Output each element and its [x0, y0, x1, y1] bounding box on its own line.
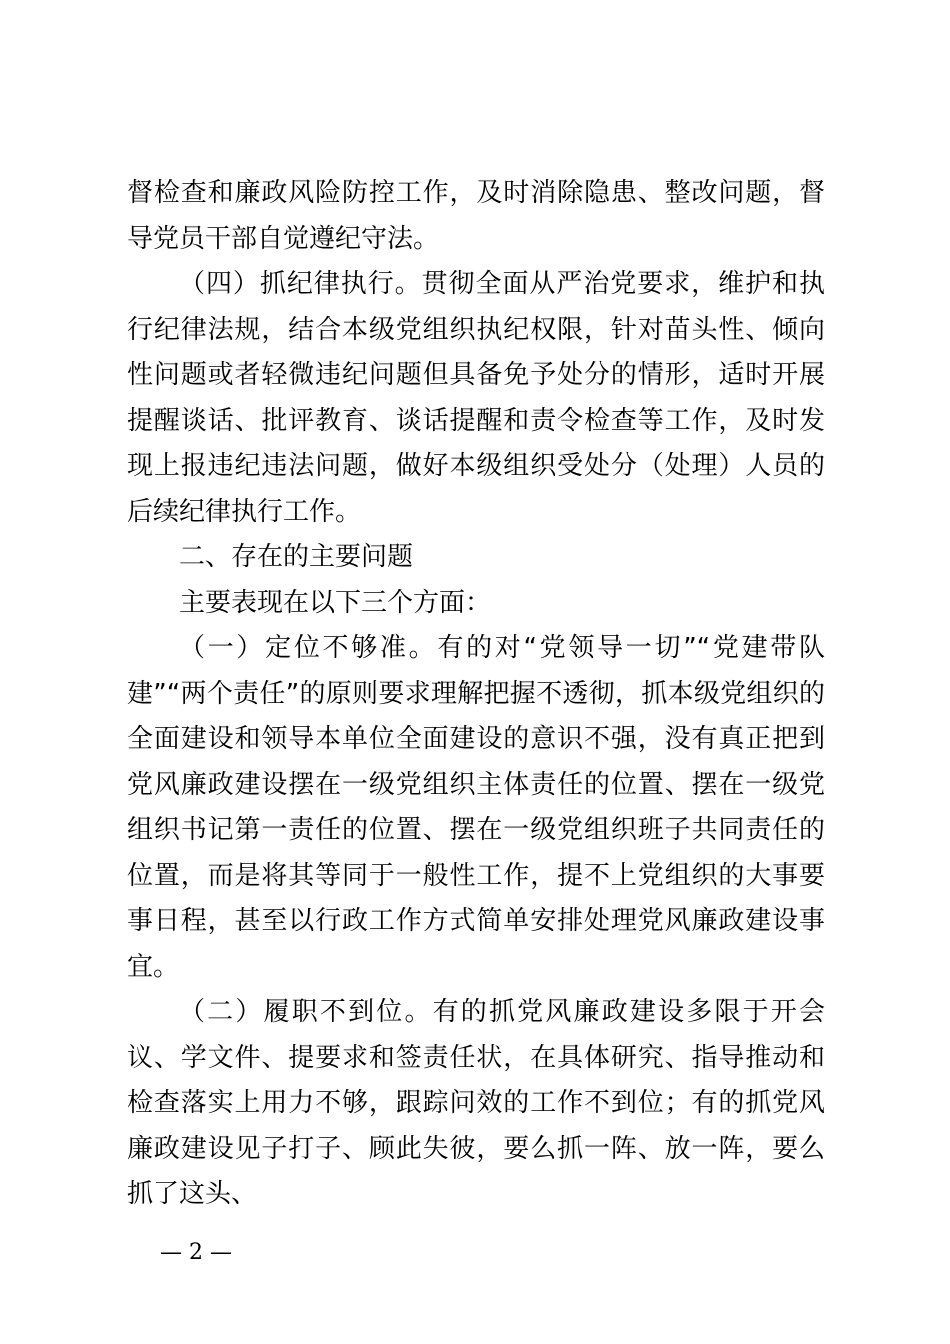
- section-heading-main-problems: 二、存在的主要问题: [179, 542, 414, 572]
- paragraph-discipline-enforcement: （四）抓纪律执行。贯彻全面从严治党要求，维护和执行纪律法规，结合本级党组织执纪权限，针对苗头性、倾向性问题或者轻微违纪问题但具备免予处分的情形，适时开展提醒谈话、批评教育、谈话提醒和责令检查等工作，及时发现上报违纪违法问题，做好本级组织受处分（处理）人员的后续纪律执行工作。: [127, 269, 825, 527]
- paragraph-continuation: 督检查和廉政风险防控工作，及时消除隐患、整改问题，督导党员干部自觉遵纪守法。: [127, 178, 825, 254]
- paragraph-duty-performance: （二）履职不到位。有的抓党风廉政建设多限于开会议、学文件、提要求和签责任状，在具体研究、指导推动和检查落实上用力不够，跟踪问效的工作不到位；有的抓党风廉政建设见子打子、顾此失彼，要么抓一阵、放一阵，要么抓了这头、: [127, 997, 825, 1209]
- paragraph-positioning: （一）定位不够准。有的对“党领导一切”“党建带队建”“两个责任”的原则要求理解把握不透彻，抓本级党组织的全面建设和领导本单位全面建设的意识不强，没有真正把到党风廉政建设摆在一级党组织主体责任的位置、摆在一级党组织书记第一责任的位置、摆在一级党组织班子共同责任的位置，而是将其等同于一般性工作，提不上党组织的大事要事日程，甚至以行政工作方式简单安排处理党风廉政建设事宜。: [127, 633, 825, 982]
- paragraph-three-aspects: 主要表现在以下三个方面：: [179, 587, 492, 618]
- document-body: [127, 171, 825, 1218]
- page-number: — 2 —: [160, 1240, 232, 1265]
